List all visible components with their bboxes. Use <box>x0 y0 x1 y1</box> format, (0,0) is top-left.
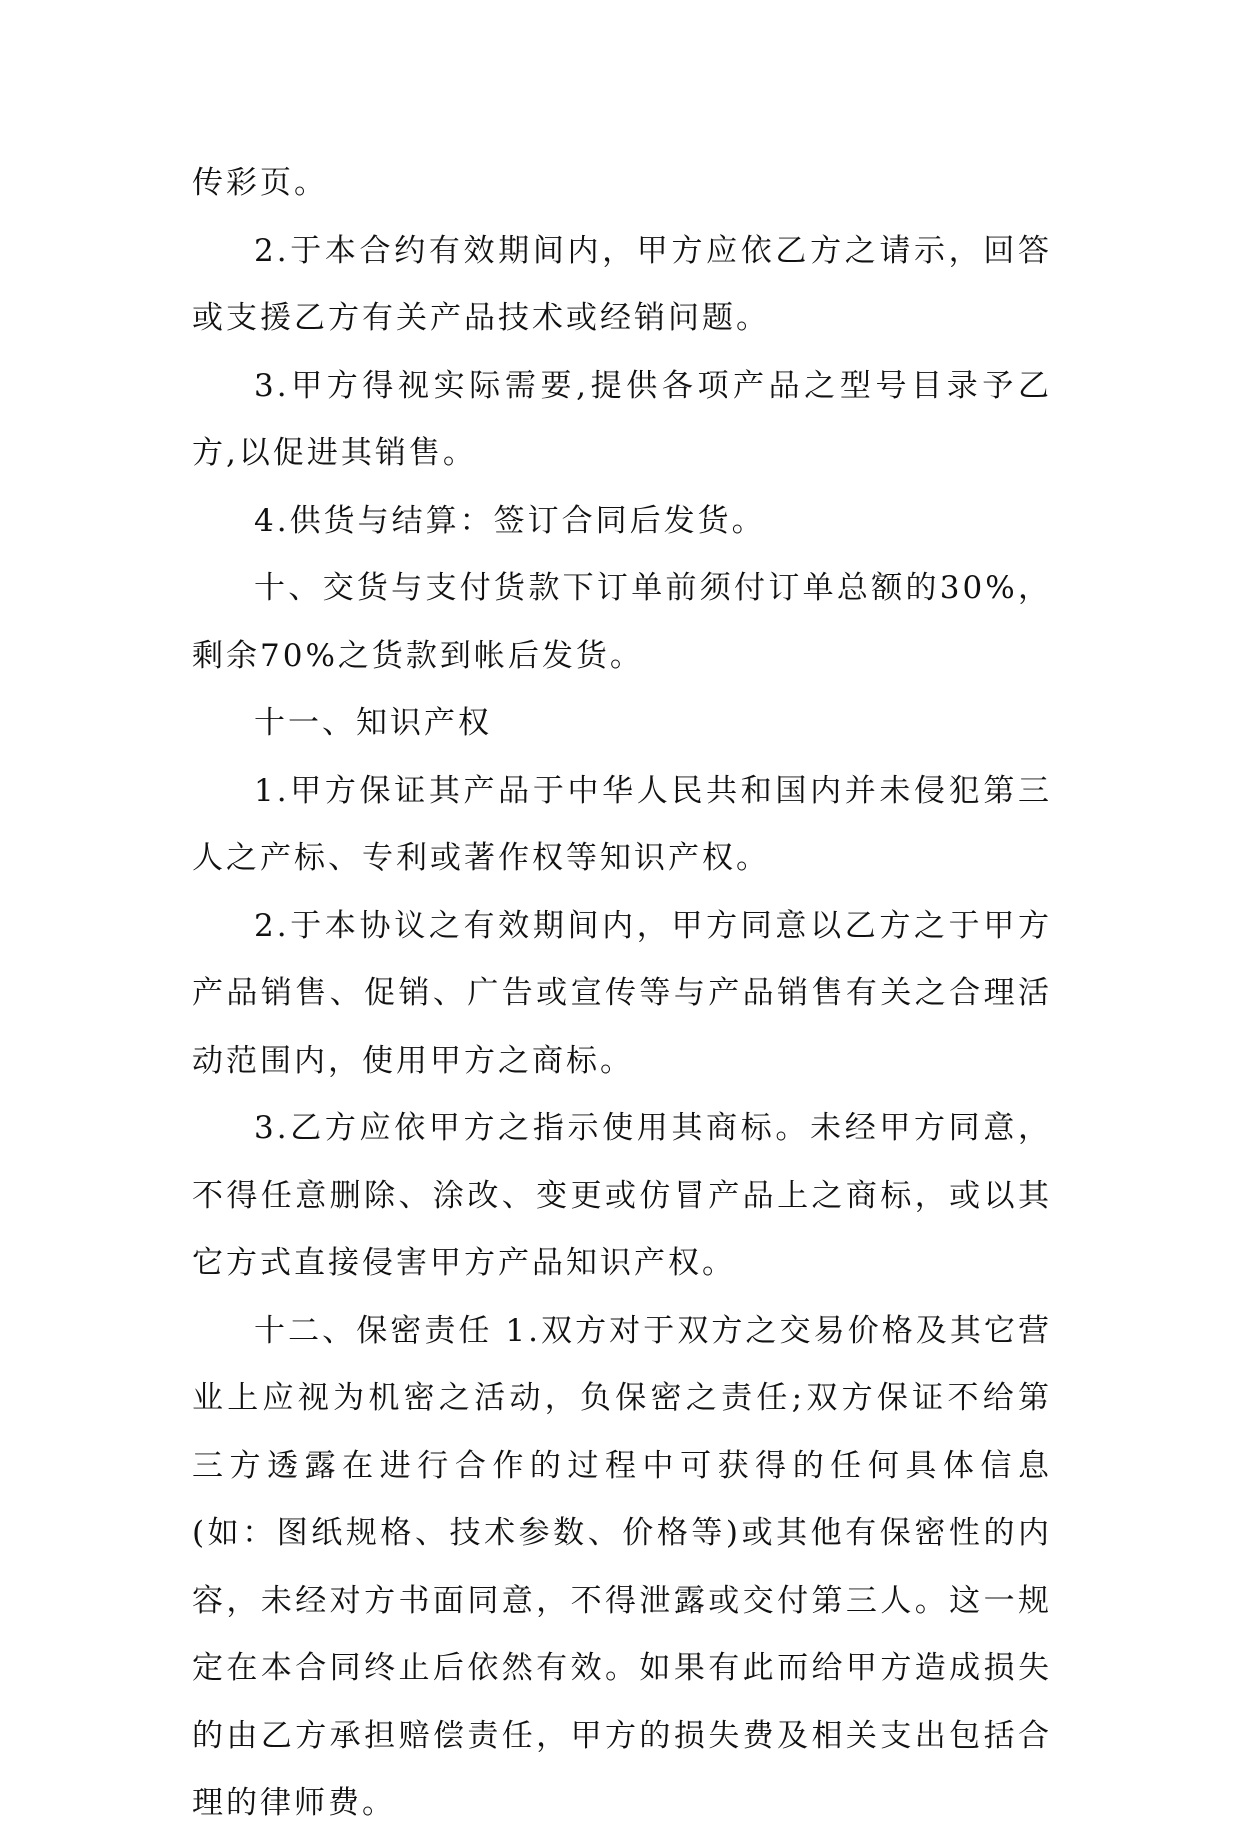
paragraph-clause-4-supply: 4.供货与结算：签订合同后发货。 <box>254 502 766 539</box>
paragraph-ip-clause-2: 2.于本协议之有效期间内，甲方同意以乙方之于甲方产品销售、促销、广告或宣传等与产品销售有关之合理活动范围内，使用甲方之商标。 <box>192 907 1052 1079</box>
paragraph-ip-clause-3: 3.乙方应依甲方之指示使用其商标。未经甲方同意，不得任意删除、涂改、变更或仿冒产品上之商标，或以其它方式直接侵害甲方产品知识产权。 <box>192 1110 1052 1281</box>
paragraph-clause-2-support: 2.于本合约有效期间内，甲方应依乙方之请示，回答或支援乙方有关产品技术或经销问题。 <box>192 232 1052 336</box>
document-body <box>192 150 1052 1838</box>
section-heading-intellectual-property: 十一、知识产权 <box>254 705 492 741</box>
paragraph-continuation: 传彩页。 <box>192 165 328 201</box>
paragraph-ip-clause-1: 1.甲方保证其产品于中华人民共和国内并未侵犯第三人之产标、专利或著作权等知识产权。 <box>192 772 1052 876</box>
paragraph-section-12-confidentiality: 十二、保密责任 1.双方对于双方之交易价格及其它营业上应视为机密之活动，负保密之责任;双方保证不给第三方透露在进行合作的过程中可获得的任何具体信息(如：图纸规格、技术参数、价格等)或其他有保密性的内容，未经对方书面同意，不得泄露或交付第三人。这一规定在本合同终止后依然有效。如果有此而给甲方造成损失的由乙方承担赔偿责任，甲方的损失费及相关支出包括合理的律师费。 <box>192 1312 1052 1821</box>
paragraph-section-10-delivery-payment: 十、交货与支付货款下订单前须付订单总额的30%，剩余70%之货款到帐后发货。 <box>192 570 1052 674</box>
paragraph-clause-3-catalog: 3.甲方得视实际需要,提供各项产品之型号目录予乙方,以促进其销售。 <box>192 367 1052 471</box>
